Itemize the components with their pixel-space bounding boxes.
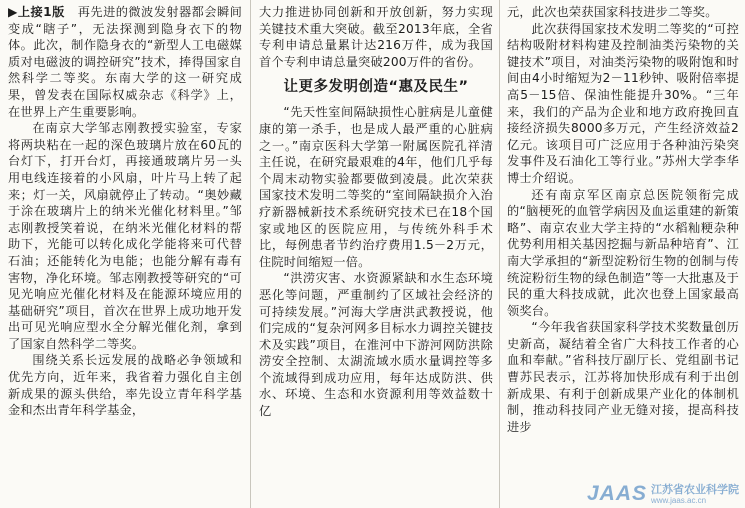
jump-marker: ▶上接1版: [8, 5, 65, 19]
column-divider-2: [499, 0, 500, 508]
paragraph: “洪涝灾害、水资源紧缺和水生态环境恶化等问题，严重制约了区域社会经济的可持续发展。”河海大学唐洪武教授说，他们完成的“复杂河网多目标水力调控关键技术及实践”项目，在淮河中下游河网防洪除涝安全控制、太湖流域水质水量调控等多个流域得到成功应用，每年达成防洪、供水、环境、生态和水资源利用等效益数十亿: [259, 271, 493, 419]
paragraph: 围绕关系长远发展的战略必争领域和优先方向，近年来，我省着力强化自主创新成果的源头供给，率先设立青年科学基金和杰出青年科学基金，: [8, 353, 242, 418]
article-column-2: [259, 4, 493, 420]
paragraph: 此次获得国家技术发明二等奖的“可控结构吸附材料构建及控制油类污染物的关键技术”项目，对油类污染物的吸附饱和时间由4小时缩短为2－11秒钟、吸附倍率提高5－15倍、保油性能提升30%。“三年来，我们的产品为企业和地方政府挽回直接经济损失8000多万元，产生经济效益2亿元。该项目可广泛应用于各种油污染突发事件及石油化工等行业。”苏州大学李华博士介绍说。: [507, 21, 739, 185]
article-column-1: [8, 4, 242, 419]
watermark-text: [651, 484, 739, 506]
watermark-name: 江苏省农业科学院: [651, 483, 739, 496]
paragraph: [8, 4, 242, 120]
paragraph: “先天性室间隔缺损性心脏病是儿童健康的第一杀手，也是成人最严重的心脏病之一。”南京医科大学第一附属医院孔祥清主任说，在研究最艰难的4年，他们几乎每个周末动物实验都要做到凌晨。此次荣获国家技术发明二等奖的“室间隔缺损介入治疗新器械新技术系统研究技术已在18个国家或地区的医院应用，与传统外科手术比，每例患者节约治疗费用1.5－2万元，住院时间缩短一倍。: [259, 105, 493, 269]
watermark: [587, 482, 739, 506]
paragraph: “今年我省获国家科学技术奖数量创历史新高，凝结着全省广大科技工作者的心血和奉献。”省科技厅副厅长、党组副书记曹苏民表示，江苏将加快形成有利于出创新成果、有利于创新成果产业化的体制机制，推动科技同产业无缝对接，提高科技进步: [507, 320, 739, 434]
article-column-3: [507, 4, 739, 435]
paragraph-text: 再先进的微波发射器都会瞬间变成“瞎子”，无法探测到隐身衣下的物体。此次，制作隐身衣的“新型人工电磁媒质对电磁波的调控研究”技术，捧得国家自然科学二等奖。东南大学的这一研究成果，曾发表在国际权威杂志《科学》上，在世界上产生重要影响。: [8, 5, 242, 119]
column-divider-1: [250, 0, 251, 508]
paragraph: 大力推进协同创新和开放创新，努力实现关键技术重大突破。截至2013年底，全省专利申请总量累计达216万件，成为我国首个专利申请总量突破200万件的省份。: [259, 5, 493, 69]
watermark-url: www.jaas.ac.cn: [651, 496, 707, 505]
paragraph: 还有南京军区南京总医院领衔完成的“脑梗死的血管学病因及血运重建的新策略”、南京农业大学主持的“水稻籼粳杂种优势利用相关基因挖掘与新品种培育”、江南大学承担的“新型淀粉衍生物的创制与传统淀粉衍生物的绿色制造”等一大批惠及于民的重大科技成就，此次也登上国家最高领奖台。: [507, 187, 739, 318]
section-subheading: 让更多发明创造“惠及民生”: [283, 79, 469, 96]
paragraph: 元，此次也荣获国家科技进步二等奖。: [507, 5, 718, 19]
watermark-logo: JAAS: [586, 482, 647, 505]
paragraph: 在南京大学邹志刚教授实验室，专家将两块粘在一起的深色玻璃片放在60瓦的台灯下，打开台灯，再接通玻璃片另一头用电线连接着的小风扇，叶片马上转了起来；灯一关，风扇就停止了转动。“奥妙藏于涂在玻璃片上的纳米光催化材料里。”邹志刚教授笑着说，在纳米光催化材料的帮助下，光能可以转化成化学能将来可代替石油；还能转化为电能；也能分解有毒有害物，净化环境。邹志刚教授等研究的“可见光响应光催化材料及在能源环境应用的基础研究”项目，首次在世界上成功地开发出可见光响应型水全分解光催化剂，拿到了国家自然科学二等奖。: [8, 121, 242, 351]
